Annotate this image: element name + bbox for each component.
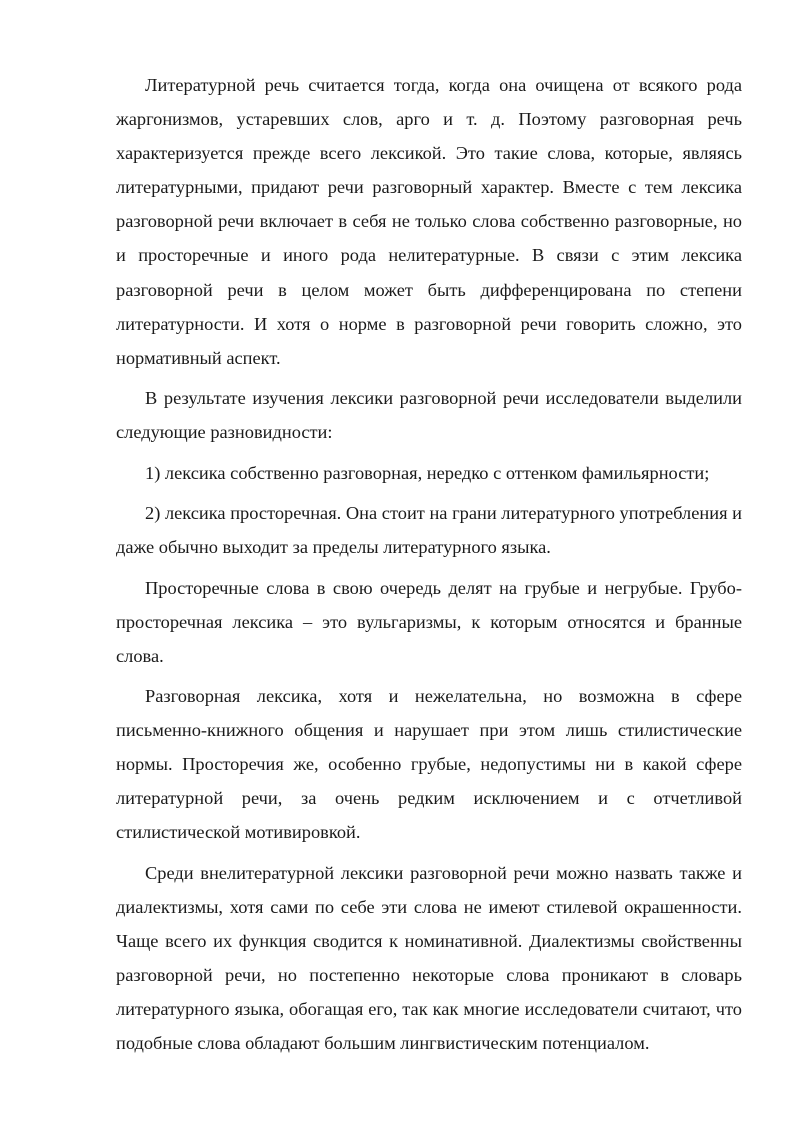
paragraph-vernacular-types: Просторечные слова в свою очередь делят на грубые и негрубые. Грубо-просторечная лексика – это вульгаризмы, к которым относятся и бранные слова. [116,577,742,666]
paragraph-colloquial-norms: Разговорная лексика, хотя и нежелательна, но возможна в сфере письменно-книжного общения и нарушает при этом лишь стилистические нормы. Просторечия же, особенно грубые, недопустимы ни в какой сфере литературной речи, за очень редким исключением и с отчетливой стилистической мотивировкой. [116,686,742,843]
list-item-colloquial: 1) лексика собственно разговорная, нередко с оттенком фамильярности; [145,462,710,483]
paragraph-varieties-intro: В результате изучения лексики разговорной речи исследователи выделили следующие разновидности: [116,388,742,443]
list-item-vernacular: 2) лексика просторечная. Она стоит на грани литературного употребления и даже обычно выходит за пределы литературного языка. [116,503,742,558]
document-page [116,68,742,1067]
paragraph-literary-speech: Литературной речь считается тогда, когда она очищена от всякого рода жаргонизмов, устаревших слов, арго и т. д. Поэтому разговорная речь характеризуется прежде всего лексикой. Это такие слова, которые, являясь литературными, придают речи разговорный характер. Вместе с тем лексика разговорной речи включает в себя не только слова собственно разговорные, но и просторечные и иного рода нелитературные. В связи с этим лексика разговорной речи в целом может быть дифференцирована по степени литературности. И хотя о норме в разговорной речи говорить сложно, это нормативный аспект. [116,75,742,368]
paragraph-dialectisms: Среди внелитературной лексики разговорной речи можно назвать также и диалектизмы, хотя сами по себе эти слова не имеют стилевой окрашенности. Чаще всего их функция сводится к номинативной. Диалектизмы свойственны разговорной речи, но постепенно некоторые слова проникают в словарь литературного языка, обогащая его, так как многие исследователи считают, что подобные слова обладают большим лингвистическим потенциалом. [116,862,742,1054]
